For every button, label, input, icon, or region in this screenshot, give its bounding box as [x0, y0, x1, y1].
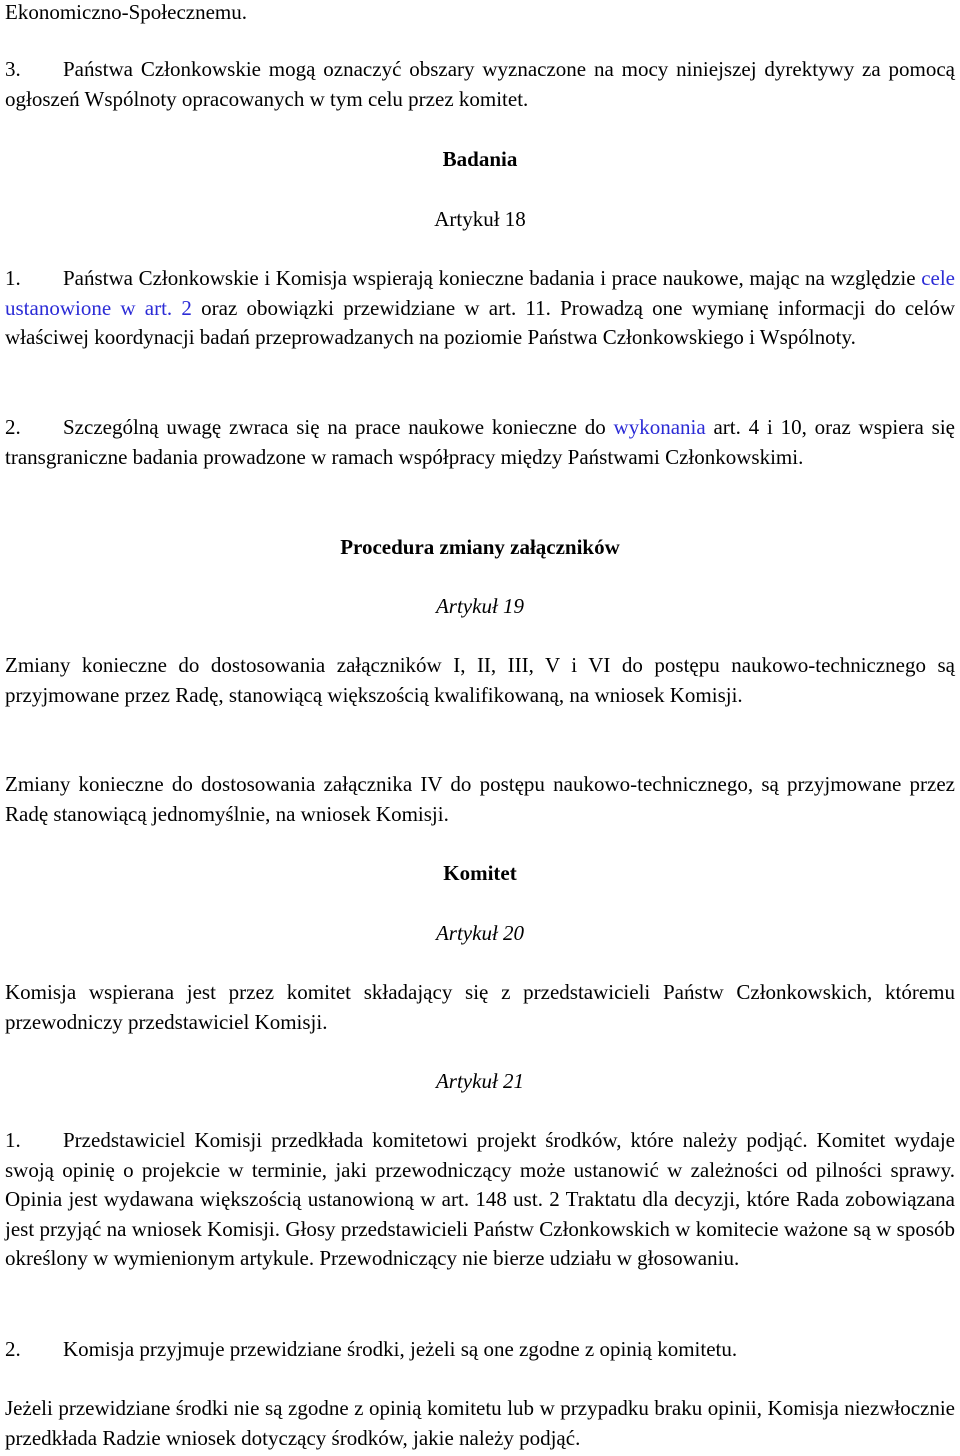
section-heading-procedura: Procedura zmiany załączników — [340, 535, 620, 559]
article-19-title: Artykuł 19 — [435, 594, 525, 618]
paragraph-art17-3 — [5, 55, 955, 114]
paragraph-text: Państwa Członkowskie mogą oznaczyć obszary wyznaczone na mocy niniejszej dyrektywy za pomocą ogłoszeń Wspólnoty opracowanych w tym celu przez komitet. — [5, 57, 955, 111]
paragraph-art18-1 — [5, 264, 955, 353]
paragraph-text: Przedstawiciel Komisji przedkłada komitetowi projekt środków, które należy podjąć. Komitet wydaje swoją opinię o projekcie w terminie, jaki przewodniczący może ustanowić w zależności od pilności sprawy. Opinia jest wydawana większością ustanowioną w art. 148 ust. 2 Traktatu dla decyzji, które Rada zobowiązana jest przyjąć na wniosek Komisji. Głosy przedstawicieli Państw Członkowskich w komitecie ważone są w sposób określony w wymienionym artykule. Przewodniczący nie bierze udziału w głosowaniu. — [5, 1128, 955, 1271]
paragraph-art18-2 — [5, 413, 955, 472]
paragraph-art19-a: Zmiany konieczne do dostosowania załączników I, II, III, V i VI do postępu naukowo-technicznego są przyjmowane przez Radę, stanowiącą większością kwalifikowaną, na wniosek Komisji. — [5, 653, 955, 707]
section-heading-badania: Badania — [442, 147, 518, 171]
paragraph-number: 3. — [5, 57, 21, 81]
paragraph-text: Państwa Członkowskie i Komisja wspierają konieczne badania i prace naukowe, mając na względzie — [63, 266, 922, 290]
top-fragment: Ekonomiczno-Społecznemu. — [5, 0, 248, 24]
article-18-title: Artykuł 18 — [434, 207, 526, 231]
paragraph-text: Szczególną uwagę zwraca się na prace naukowe konieczne do — [63, 415, 614, 439]
wykonania-link[interactable]: wykonania — [613, 415, 706, 439]
paragraph-number: 2. — [5, 1337, 21, 1361]
article-20-title: Artykuł 20 — [435, 921, 525, 945]
article-21-title: Artykuł 21 — [435, 1069, 525, 1093]
paragraph-number: 1. — [5, 266, 21, 290]
paragraph-art19-b: Zmiany konieczne do dostosowania załącznika IV do postępu naukowo-technicznego, są przyjmowane przez Radę stanowiącą jednomyślnie, na wniosek Komisji. — [5, 772, 955, 826]
article-reference-link[interactable]: cele ustanowione w art. 2 — [5, 266, 955, 320]
paragraph-number: 1. — [5, 1128, 21, 1152]
paragraph-art21-2 — [5, 1335, 955, 1365]
paragraph-art21-3: Jeżeli przewidziane środki nie są zgodne z opinią komitetu lub w przypadku braku opinii, Komisja niezwłocznie przedkłada Radzie wniosek dotyczący środków, jakie należy podjąć. — [5, 1396, 955, 1450]
paragraph-art21-1 — [5, 1126, 955, 1274]
paragraph-text: Komisja przyjmuje przewidziane środki, jeżeli są one zgodne z opinią komitetu. — [63, 1337, 738, 1361]
paragraph-text: oraz obowiązki przewidziane w art. 11. Prowadzą one wymianę informacji do celów właściwej koordynacji badań przeprowadzanych na poziomie Państwa Członkowskiego i Wspólnoty. — [5, 295, 955, 350]
paragraph-number: 2. — [5, 415, 21, 439]
paragraph-text: art. 4 i 10, oraz wspiera się transgraniczne badania prowadzone w ramach współpracy między Państwami Członkowskimi. — [5, 415, 955, 469]
section-heading-komitet: Komitet — [443, 861, 517, 885]
paragraph-art20: Komisja wspierana jest przez komitet składający się z przedstawicieli Państw Członkowskich, któremu przewodniczy przedstawiciel Komisji. — [5, 980, 955, 1034]
